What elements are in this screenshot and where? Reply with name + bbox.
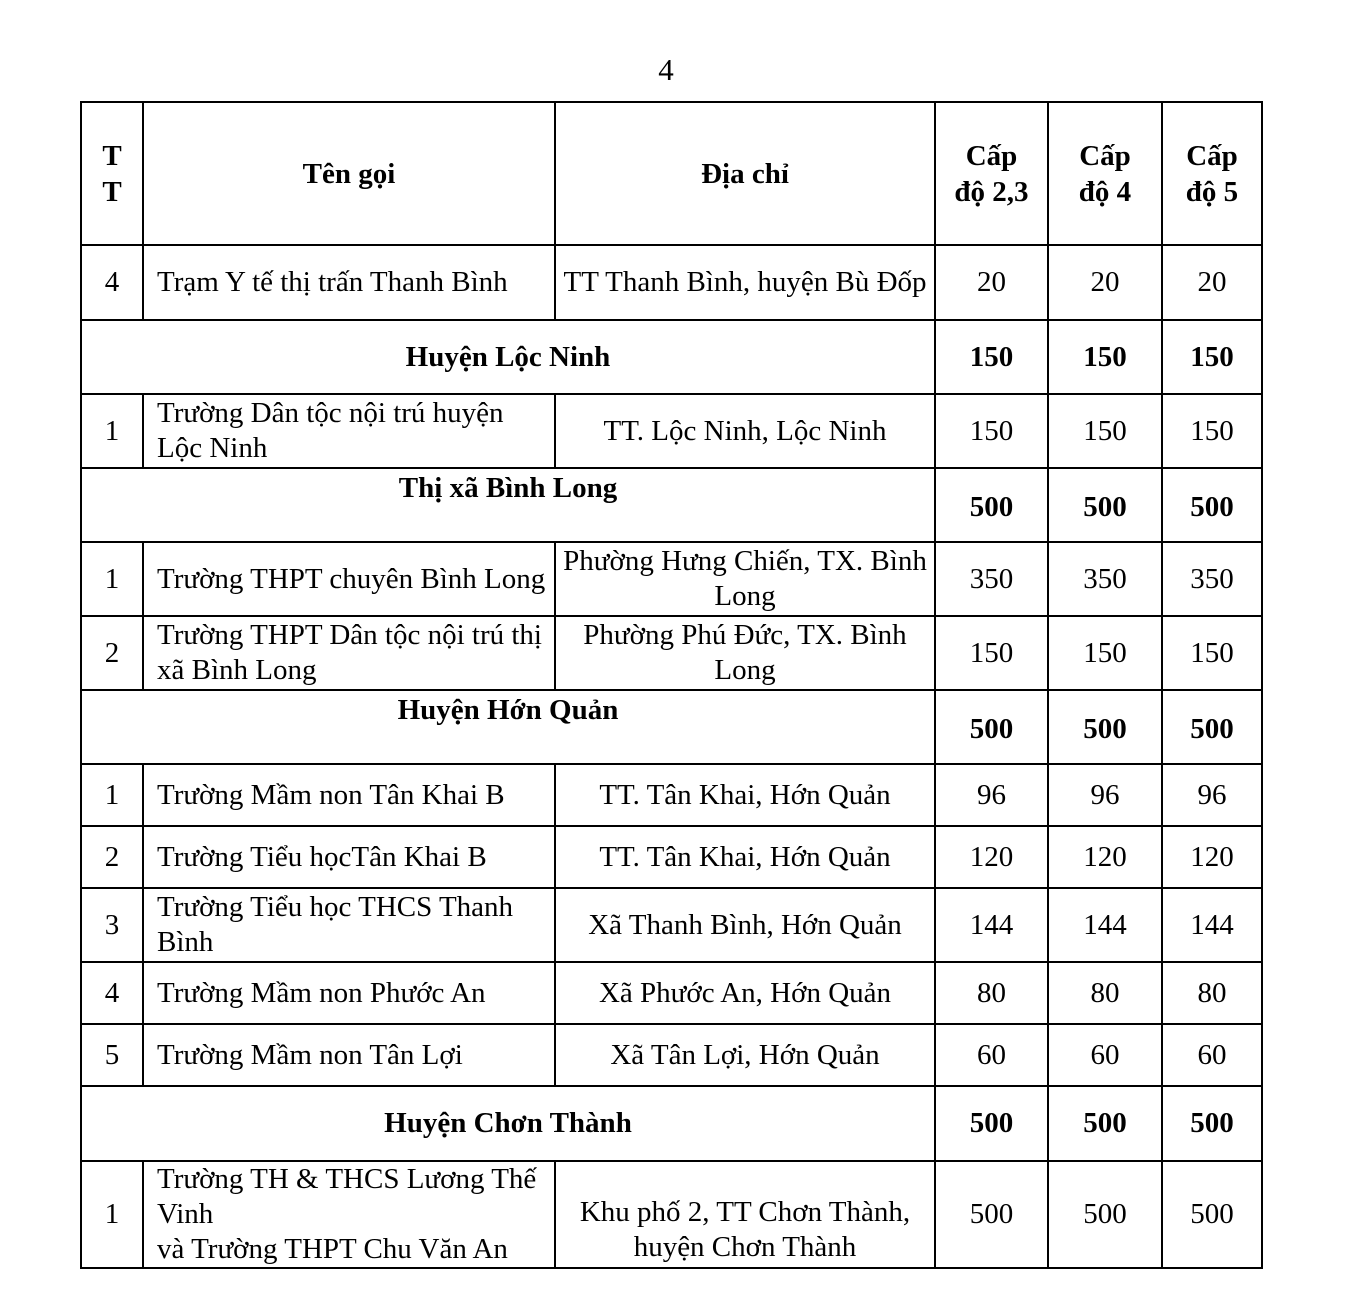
row-level-4: 150 [1048, 394, 1162, 468]
row-tt: 4 [81, 245, 143, 320]
row-level-4: 60 [1048, 1024, 1162, 1086]
row-level-4: 350 [1048, 542, 1162, 616]
header-level-4-line1: Cấp [1079, 139, 1131, 172]
row-level-5: 120 [1162, 826, 1262, 888]
row-name: Trường Mầm non Tân Lợi [143, 1024, 555, 1086]
row-address: Phường Phú Đức, TX. Bình Long [555, 616, 935, 690]
header-level-5-line2: độ 5 [1185, 175, 1239, 208]
header-level-4-line2: độ 4 [1078, 175, 1132, 208]
row-level-23: 150 [935, 394, 1048, 468]
header-tt [81, 102, 143, 245]
group-title: Thị xã Bình Long [81, 468, 935, 542]
header-tt-line2: T [102, 175, 122, 208]
row-address: TT. Tân Khai, Hớn Quản [555, 826, 935, 888]
group-level-23: 500 [935, 1086, 1048, 1161]
header-level-23 [935, 102, 1048, 245]
row-name: Trường Tiểu học THCS Thanh Bình [143, 888, 555, 962]
row-tt: 2 [81, 826, 143, 888]
group-level-5: 500 [1162, 1086, 1262, 1161]
group-row-hon-quan [81, 690, 1262, 764]
row-address: Xã Thanh Bình, Hớn Quản [555, 888, 935, 962]
row-level-4: 20 [1048, 245, 1162, 320]
header-level-5-line1: Cấp [1186, 139, 1238, 172]
row-level-4: 144 [1048, 888, 1162, 962]
row-address: Xã Phước An, Hớn Quản [555, 962, 935, 1024]
row-address: Xã Tân Lợi, Hớn Quản [555, 1024, 935, 1086]
table-header-row [81, 102, 1262, 245]
row-level-5: 150 [1162, 616, 1262, 690]
row-tt: 5 [81, 1024, 143, 1086]
page-number: 4 [658, 52, 674, 87]
row-tt: 3 [81, 888, 143, 962]
row-tt: 1 [81, 542, 143, 616]
row-name: Trường Tiểu họcTân Khai B [143, 826, 555, 888]
group-level-4: 500 [1048, 1086, 1162, 1161]
group-level-23: 150 [935, 320, 1048, 394]
facility-table [80, 101, 1263, 1269]
group-level-23: 500 [935, 690, 1048, 764]
row-level-23: 96 [935, 764, 1048, 826]
row-name [143, 1161, 555, 1268]
row-tt: 2 [81, 616, 143, 690]
table-row [81, 764, 1262, 826]
group-title: Huyện Lộc Ninh [81, 320, 935, 394]
row-level-5: 144 [1162, 888, 1262, 962]
row-level-5: 80 [1162, 962, 1262, 1024]
row-level-5: 96 [1162, 764, 1262, 826]
row-level-23: 120 [935, 826, 1048, 888]
header-level-5 [1162, 102, 1262, 245]
table-row [81, 616, 1262, 690]
row-level-5: 350 [1162, 542, 1262, 616]
row-level-5: 150 [1162, 394, 1262, 468]
row-name: Trường Mầm non Tân Khai B [143, 764, 555, 826]
table-row [81, 394, 1262, 468]
row-level-23: 150 [935, 616, 1048, 690]
row-address: TT. Lộc Ninh, Lộc Ninh [555, 394, 935, 468]
table-row [81, 542, 1262, 616]
row-level-23: 500 [935, 1161, 1048, 1268]
row-level-23: 144 [935, 888, 1048, 962]
table-row [81, 962, 1262, 1024]
table-row [81, 1024, 1262, 1086]
row-tt: 1 [81, 1161, 143, 1268]
table-row [81, 826, 1262, 888]
row-tt: 1 [81, 764, 143, 826]
group-row-chon-thanh [81, 1086, 1262, 1161]
row-tt: 1 [81, 394, 143, 468]
row-address: Khu phố 2, TT Chơn Thành, huyện Chơn Thành [555, 1161, 935, 1268]
group-level-5: 500 [1162, 690, 1262, 764]
row-level-4: 80 [1048, 962, 1162, 1024]
table-row [81, 888, 1262, 962]
row-level-4: 150 [1048, 616, 1162, 690]
group-row-binh-long [81, 468, 1262, 542]
row-level-23: 20 [935, 245, 1048, 320]
row-level-23: 80 [935, 962, 1048, 1024]
header-level-23-line2: độ 2,3 [954, 175, 1029, 208]
row-level-4: 96 [1048, 764, 1162, 826]
header-level-4 [1048, 102, 1162, 245]
header-address: Địa chỉ [555, 102, 935, 245]
row-address: TT Thanh Bình, huyện Bù Đốp [555, 245, 935, 320]
group-row-loc-ninh [81, 320, 1262, 394]
row-tt: 4 [81, 962, 143, 1024]
row-name-line1: Trường TH & THCS Lương Thế Vinh [157, 1163, 537, 1230]
group-level-4: 150 [1048, 320, 1162, 394]
row-level-4: 500 [1048, 1161, 1162, 1268]
group-level-4: 500 [1048, 468, 1162, 542]
row-address: TT. Tân Khai, Hớn Quản [555, 764, 935, 826]
row-level-5: 500 [1162, 1161, 1262, 1268]
table-row [81, 245, 1262, 320]
group-level-23: 500 [935, 468, 1048, 542]
group-level-5: 150 [1162, 320, 1262, 394]
row-level-5: 60 [1162, 1024, 1262, 1086]
group-level-4: 500 [1048, 690, 1162, 764]
row-level-4: 120 [1048, 826, 1162, 888]
row-level-23: 350 [935, 542, 1048, 616]
header-tt-line1: T [102, 139, 122, 172]
row-name: Trường Dân tộc nội trú huyện Lộc Ninh [143, 394, 555, 468]
row-name: Trường Mầm non Phước An [143, 962, 555, 1024]
row-address: Phường Hưng Chiến, TX. Bình Long [555, 542, 935, 616]
group-title: Huyện Chơn Thành [81, 1086, 935, 1161]
group-title: Huyện Hớn Quản [81, 690, 935, 764]
header-name: Tên gọi [143, 102, 555, 245]
row-level-23: 60 [935, 1024, 1048, 1086]
row-name: Trạm Y tế thị trấn Thanh Bình [143, 245, 555, 320]
row-name: Trường THPT chuyên Bình Long [143, 542, 555, 616]
row-name: Trường THPT Dân tộc nội trú thị xã Bình Long [143, 616, 555, 690]
row-name-line2: và Trường THPT Chu Văn An [157, 1233, 508, 1265]
group-level-5: 500 [1162, 468, 1262, 542]
row-level-5: 20 [1162, 245, 1262, 320]
table-row [81, 1161, 1262, 1268]
header-level-23-line1: Cấp [965, 139, 1018, 172]
